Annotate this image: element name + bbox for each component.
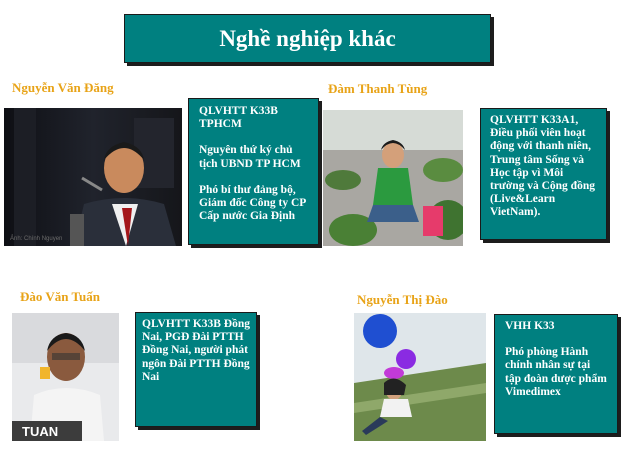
info-line: Phó bí thư đảng bộ, Giám đốc Công ty CP Cấp nước Gia Định: [199, 183, 306, 223]
info-line: Nguyên thứ ký chủ tịch UBND TP HCM: [199, 144, 301, 170]
photo-watermark: Ảnh: Chính Nguyen: [10, 236, 63, 242]
info-box-4: [494, 314, 618, 434]
person-name-2: Đàm Thanh Tùng: [328, 81, 428, 96]
info-line: QLVHTT K33B Đồng Nai, PGĐ Đài PTTH Đồng Nai, người phát ngôn Đài PTTH Đồng Nai: [142, 318, 251, 383]
info-line: QLVHTT K33B TPHCM: [199, 105, 278, 131]
person-name-4: Nguyễn Thị Đào: [357, 292, 448, 307]
info-box-2: [480, 108, 607, 240]
photo-person-1: [4, 108, 182, 246]
photo-person-3: [12, 313, 119, 441]
info-line: Phó phòng Hành chính nhân sự tại tập đoàn dược phẩm Vimedimex: [505, 346, 607, 398]
info-line: QLVHTT K33A1, Điều phối viên hoạt động với thanh niên, Trung tâm Sống và Học tập vì Môi trường và Cộng đồng (Live&Learn VietNam).: [490, 114, 595, 219]
info-line: VHH K33: [505, 320, 555, 332]
photo-person-2: [323, 110, 463, 246]
info-box-1: [188, 98, 319, 245]
person-name-1: Nguyễn Văn Đăng: [12, 80, 114, 95]
page-title: Nghề nghiệp khác: [124, 14, 491, 63]
person-name-3: Đào Văn Tuấn: [20, 289, 100, 304]
photo-person-4: [354, 313, 486, 441]
info-box-3: [135, 312, 257, 427]
photo-nameplate: TUAN: [22, 424, 59, 439]
